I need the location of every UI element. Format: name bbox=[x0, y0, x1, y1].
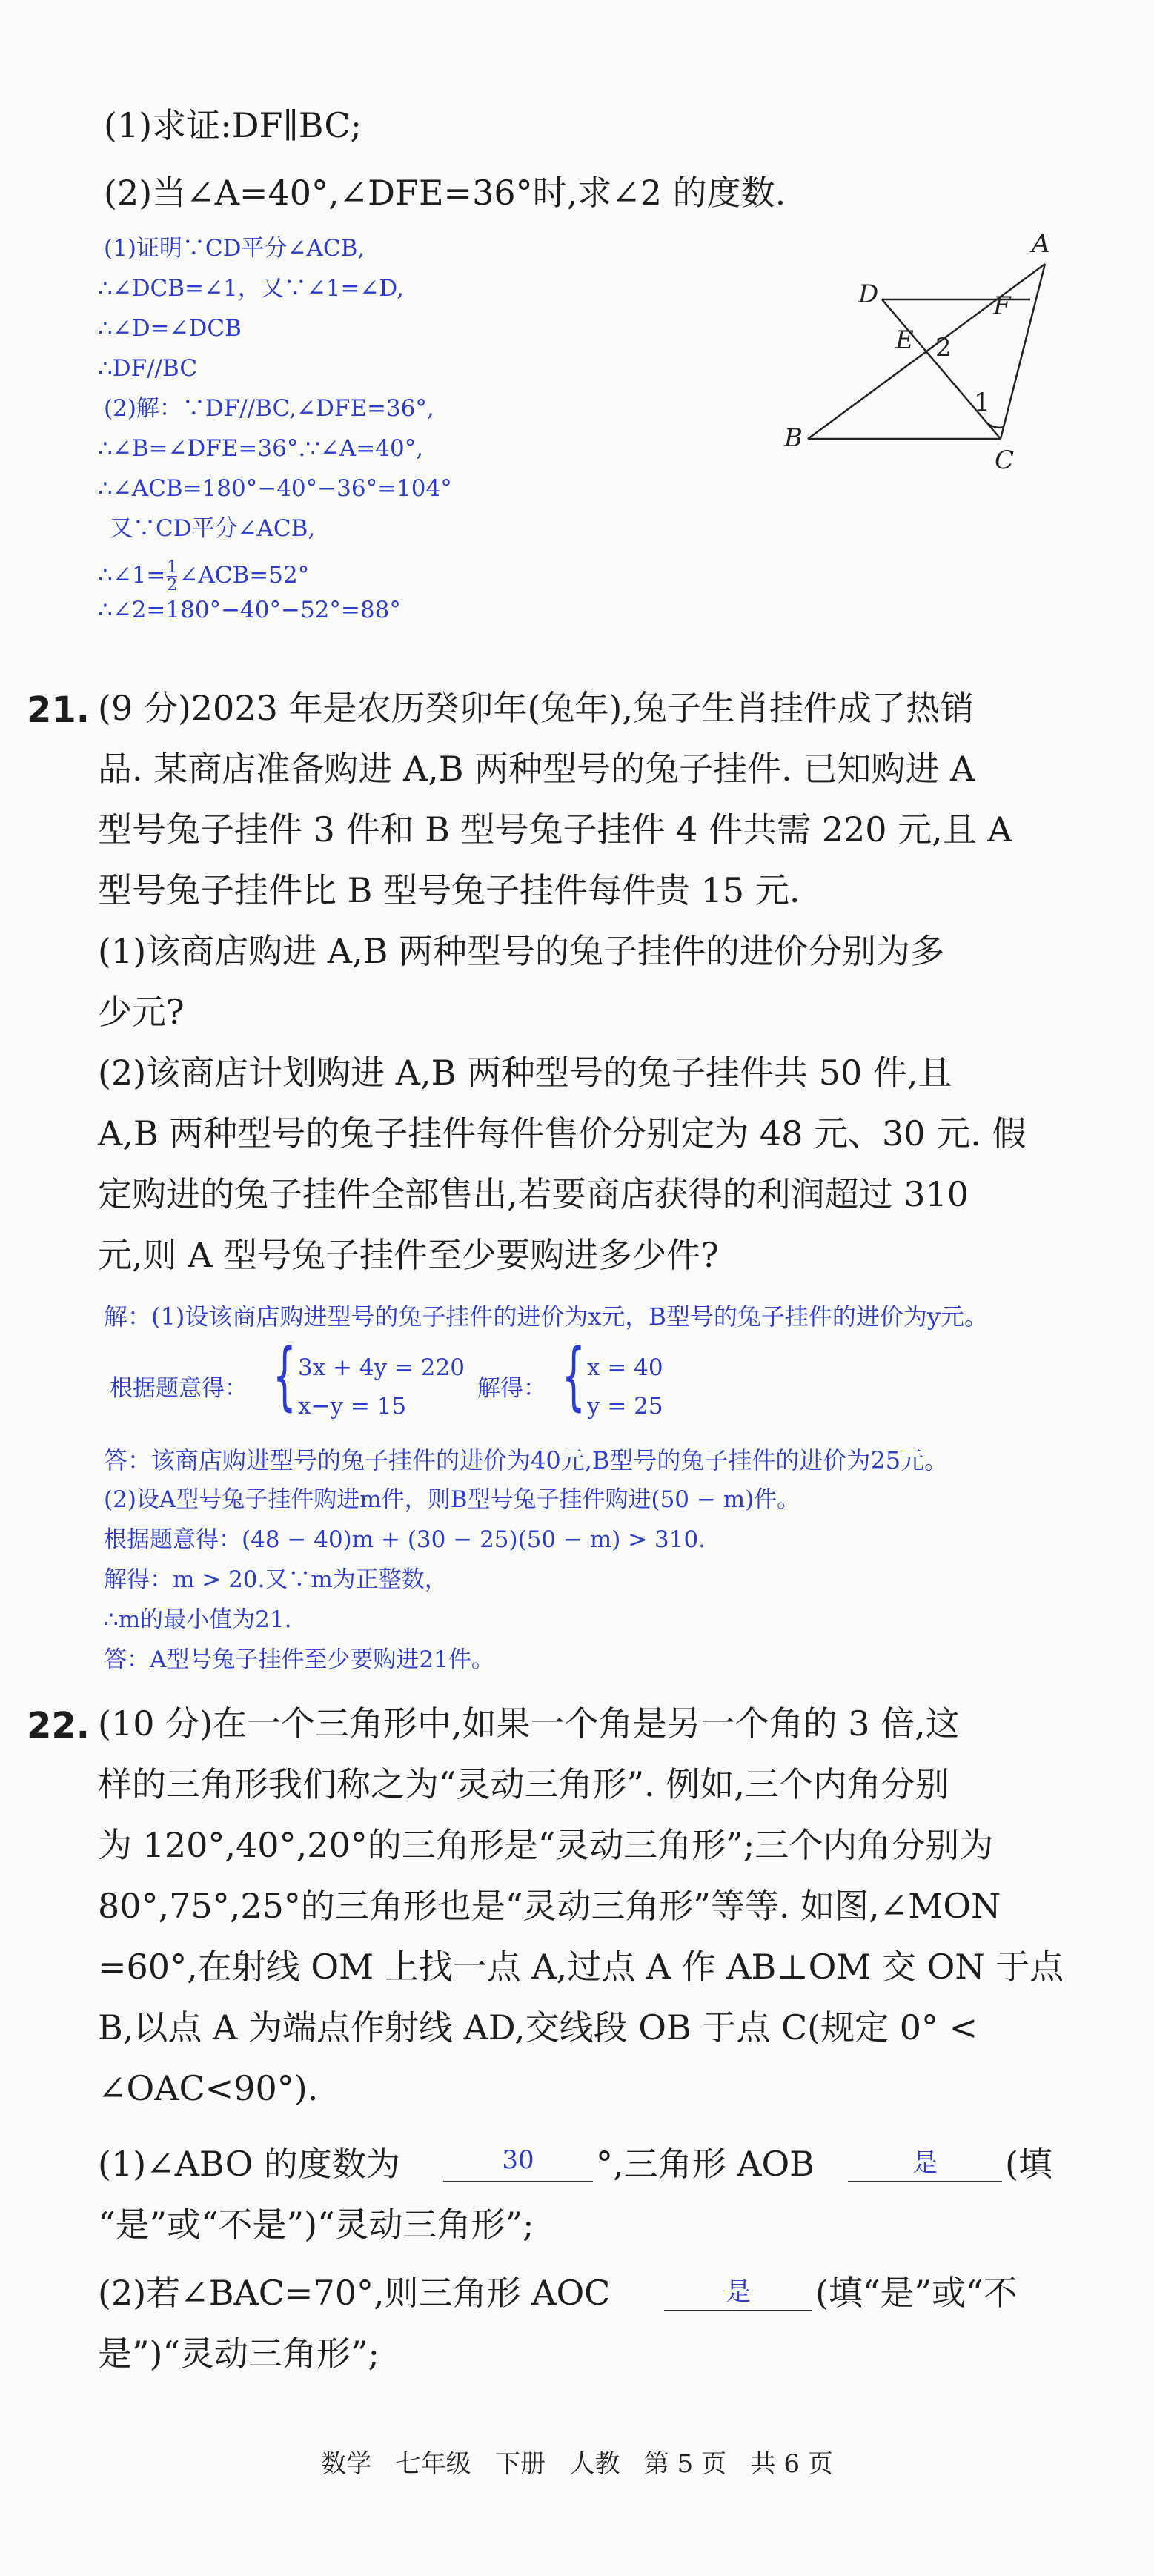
q20-part1: (1)求证:DF∥BC; bbox=[104, 105, 362, 145]
blank-fill-30: 30 bbox=[502, 2145, 534, 2175]
label-angle1: 1 bbox=[974, 388, 990, 417]
q22-part1-text: (填 bbox=[1005, 2144, 1052, 2184]
answer-blank[interactable] bbox=[848, 2181, 1002, 2182]
q21-number: 21. bbox=[27, 689, 90, 731]
answer-blank[interactable] bbox=[664, 2310, 812, 2311]
label-C: C bbox=[995, 446, 1015, 474]
q21-answer-line: 根据题意得：(48 − 40)m + (30 − 25)(50 − m) > 310. bbox=[104, 1526, 706, 1553]
q21-answer-sol: y = 25 bbox=[587, 1393, 663, 1420]
q21-answer-eq: 3x + 4y = 220 bbox=[298, 1354, 465, 1381]
q20-answer-line: ∴∠ACB=180°−40°−36°=104° bbox=[98, 475, 452, 502]
q20-answer-line: ∴∠D=∠DCB bbox=[98, 315, 242, 342]
q21-answer-sol: x = 40 bbox=[587, 1354, 663, 1381]
q21-answer-line: 解：(1)设该商店购进型号的兔子挂件的进价为x元，B型号的兔子挂件的进价为y元。 bbox=[104, 1302, 988, 1331]
q20-answer-line: ∴DF//BC bbox=[98, 355, 198, 382]
q20-answer-line: ∴∠DCB=∠1，又∵∠1=∠D, bbox=[98, 275, 404, 302]
q20-part2: (2)当∠A=40°,∠DFE=36°时,求∠2 的度数. bbox=[104, 173, 786, 213]
q22-part1-text: “是”或“不是”)“灵动三角形”; bbox=[98, 2205, 534, 2245]
q21-answer-line: (2)设A型号兔子挂件购进m件，则B型号兔子挂件购进(50 − m)件。 bbox=[104, 1486, 800, 1513]
q21-line: (9 分)2023 年是农历癸卯年(兔年),兔子生肖挂件成了热销 bbox=[98, 688, 974, 728]
q22-line: 80°,75°,25°的三角形也是“灵动三角形”等等. 如图,∠MON bbox=[98, 1886, 1001, 1926]
segment-DC bbox=[882, 299, 1001, 439]
label-angle2: 2 bbox=[935, 333, 952, 362]
q20-figure bbox=[763, 222, 1104, 474]
q22-line: B,以点 A 为端点作射线 AD,交线段 OB 于点 C(规定 0° < bbox=[98, 2007, 978, 2047]
q22-line: 样的三角形我们称之为“灵动三角形”. 例如,三个内角分别 bbox=[98, 1764, 949, 1804]
q21-line: A,B 两种型号的兔子挂件每件售价分别定为 48 元、30 元. 假 bbox=[98, 1113, 1027, 1153]
q20-answer-line: (2)解：∵DF//BC,∠DFE=36°, bbox=[104, 395, 434, 422]
blank-fill-yes: 是 bbox=[912, 2148, 938, 2178]
q21-answer-solve-label: 解得： bbox=[477, 1375, 546, 1402]
q22-line: =60°,在射线 OM 上找一点 A,过点 A 作 AB⊥OM 交 ON 于点 bbox=[98, 1947, 1064, 1987]
q21-line: 元,则 A 型号兔子挂件至少要购进多少件? bbox=[98, 1235, 719, 1275]
q22-part2-text: 是”)“灵动三角形”; bbox=[98, 2334, 379, 2374]
label-F: F bbox=[993, 291, 1011, 321]
q22-part1-text: (1)∠ABO 的度数为 bbox=[98, 2144, 400, 2184]
q21-answer-line: 答：该商店购进型号的兔子挂件的进价为40元,B型号的兔子挂件的进价为25元。 bbox=[104, 1446, 949, 1474]
q21-line: 型号兔子挂件比 B 型号兔子挂件每件贵 15 元. bbox=[98, 870, 800, 910]
q20-answer-line: ∴∠1= $\frac{1}{2}$ ∠ACB=52° bbox=[98, 558, 310, 595]
label-E: E bbox=[895, 325, 914, 355]
q20-answer-line: ∴∠2=180°−40°−52°=88° bbox=[98, 597, 401, 623]
q22-part2-text: (填“是”或“不 bbox=[815, 2273, 1018, 2313]
q21-answer-sys-label: 根据题意得： bbox=[110, 1375, 248, 1402]
label-D: D bbox=[858, 279, 879, 309]
q21-answer-line: 解得：m > 20.又∵m为正整数， bbox=[104, 1566, 448, 1593]
q21-line: (2)该商店计划购进 A,B 两种型号的兔子挂件共 50 件,且 bbox=[98, 1053, 952, 1093]
blank-fill-yes: 是 bbox=[726, 2277, 751, 2307]
page-footer: 数学 七年级 下册 人教 第 5 页 共 6 页 bbox=[321, 2449, 833, 2479]
segment-AC bbox=[1001, 264, 1045, 439]
q21-answer-eq: x−y = 15 bbox=[298, 1393, 407, 1420]
brace-icon: { bbox=[273, 1332, 296, 1419]
brace-icon: { bbox=[562, 1332, 586, 1419]
q21-line: 定购进的兔子挂件全部售出,若要商店获得的利润超过 310 bbox=[98, 1174, 969, 1214]
q21-line: 品. 某商店准备购进 A,B 两种型号的兔子挂件. 已知购进 A bbox=[98, 749, 975, 789]
q21-answer-line: 答：A型号兔子挂件至少要购进21件。 bbox=[104, 1646, 494, 1673]
q22-number: 22. bbox=[27, 1705, 90, 1746]
q22-part1-text: °,三角形 AOB bbox=[596, 2144, 815, 2184]
q20-answer-line: (1)证明∵CD平分∠ACB, bbox=[104, 235, 365, 262]
q22-line: 为 120°,40°,20°的三角形是“灵动三角形”;三个内角分别为 bbox=[98, 1825, 994, 1865]
q22-part2-text: (2)若∠BAC=70°,则三角形 AOC bbox=[98, 2273, 611, 2313]
q20-answer-line: ∴∠B=∠DFE=36°.∵∠A=40°, bbox=[98, 435, 424, 462]
q21-line: 少元? bbox=[98, 992, 185, 1032]
q22-line: ∠OAC<90°). bbox=[98, 2068, 319, 2108]
label-A: A bbox=[1032, 229, 1050, 259]
q21-answer-line: ∴m的最小值为21. bbox=[104, 1606, 292, 1633]
answer-blank[interactable] bbox=[443, 2181, 593, 2182]
q21-line: 型号兔子挂件 3 件和 B 型号兔子挂件 4 件共需 220 元,且 A bbox=[98, 809, 1012, 850]
q20-answer-line: 又∵CD平分∠ACB, bbox=[110, 515, 316, 542]
label-B: B bbox=[784, 423, 803, 453]
q21-line: (1)该商店购进 A,B 两种型号的兔子挂件的进价分别为多 bbox=[98, 931, 945, 971]
q22-line: (10 分)在一个三角形中,如果一个角是另一个角的 3 倍,这 bbox=[98, 1703, 960, 1744]
